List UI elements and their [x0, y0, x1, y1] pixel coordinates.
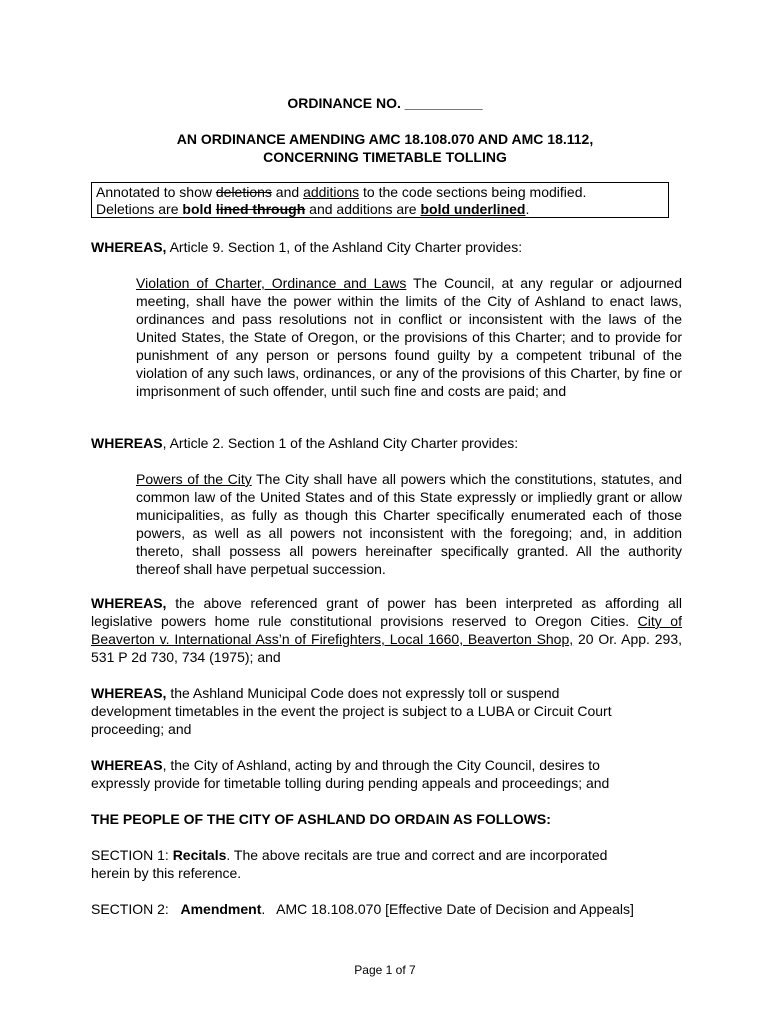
additions-example: additions	[303, 184, 360, 200]
whereas-label: WHEREAS,	[91, 239, 167, 255]
page-number: Page 1 of 7	[354, 963, 416, 977]
annotation-box	[91, 182, 669, 218]
quote-heading: Powers of the City	[136, 471, 252, 487]
quote-heading: Violation of Charter, Ordinance and Laws	[136, 275, 407, 291]
whereas-paragraph-1: WHEREAS, Article 9. Section 1, of the Ashland City Charter provides:	[91, 239, 523, 255]
ordinance-title: ORDINANCE NO. __________	[287, 95, 483, 111]
bold-underlined-example: bold underlined	[420, 201, 526, 217]
whereas-paragraph-2: WHEREAS, Article 2. Section 1 of the Ashland City Charter provides:	[91, 435, 519, 451]
whereas-label: WHEREAS,	[91, 685, 167, 701]
deletions-example: deletions	[215, 184, 272, 200]
charter-quote-violation: Violation of Charter, Ordinance and Laws The Council, at any regular or adjourned meeting, shall have the power within the limits of the City of Ashland to enact laws, ordinances and pass resolutions not in conflict or inconsistent with the laws of the United States, the State of Oregon, or the provisions of this Charter; and to provide for punishment of any person or persons found guilty by a competent tribunal of the violation of any such laws, ordinances, or any of the provisions of this Charter, by fine or imprisonment of such offender, until such fine and costs are paid; and	[136, 275, 682, 399]
whereas-paragraph-4: WHEREAS, the Ashland Municipal Code does not expressly toll or suspend development timetables in the event the project is subject to a LUBA or Circuit Court proceeding; and	[91, 685, 612, 737]
whereas-label: WHEREAS	[91, 435, 163, 451]
section-label: Recitals	[172, 847, 227, 863]
lined-through-example: lined through	[215, 201, 306, 217]
annotation-line-2: Deletions are bold lined through and additions are bold underlined.	[96, 201, 530, 217]
section-label: Amendment	[180, 901, 262, 917]
ordinance-subtitle-line-2: CONCERNING TIMETABLE TOLLING	[263, 149, 507, 165]
section-2: SECTION 2: Amendment. AMC 18.108.070 [Effective Date of Decision and Appeals]	[91, 901, 634, 917]
charter-quote-powers: Powers of the City The City shall have all powers which the constitutions, statutes, and common law of the United States and of this State expressly or impliedly grant or allow municipalities, as fully as though this Charter specifically enumerated each of those powers, as well as all powers not inconsistent with the foregoing; and, in addition thereto, shall possess all powers hereinafter specifically granted. All the authority thereof shall have perpetual succession.	[136, 471, 682, 577]
whereas-paragraph-3: WHEREAS, the above referenced grant of power has been interpreted as affording all legislative powers home rule constitutional provisions reserved to Oregon Cities. City of Beaverton v. International Ass’n of Firefighters, Local 1660, Beaverton Shop, 20 Or. App. 293, 531 P 2d 730, 734 (1975); and	[91, 595, 682, 665]
whereas-paragraph-5: WHEREAS, the City of Ashland, acting by and through the City Council, desires to expressly provide for timetable tolling during pending appeals and proceedings; and	[91, 757, 610, 791]
ordain-heading: THE PEOPLE OF THE CITY OF ASHLAND DO ORDAIN AS FOLLOWS:	[91, 811, 551, 827]
case-citation: City of Beaverton v. International Ass’n of Firefighters, Local 1660, Beaverton Shop,	[91, 613, 682, 647]
ordinance-subtitle-line-1: AN ORDINANCE AMENDING AMC 18.108.070 AND AMC 18.112,	[176, 131, 594, 147]
whereas-label: WHEREAS,	[91, 595, 167, 611]
annotation-line-1: Annotated to show deletions and additions to the code sections being modified.	[96, 184, 587, 200]
whereas-label: WHEREAS	[91, 757, 163, 773]
section-1: SECTION 1: Recitals. The above recitals are true and correct and are incorporated herein by this reference.	[91, 847, 608, 881]
